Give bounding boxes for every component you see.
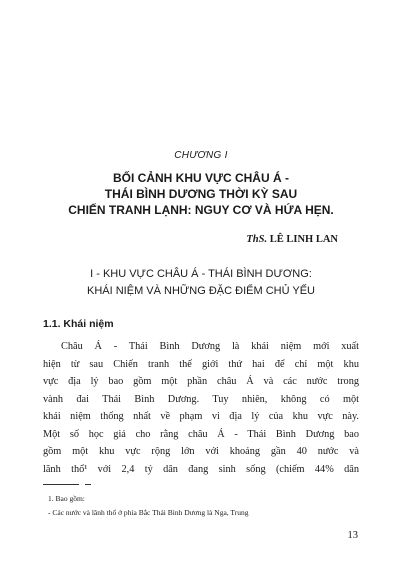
body-line-8: lãnh thổ¹ với 2,4 tỷ dân đang sinh sống (chiếm 44% dân [43,463,359,475]
author-line [246,234,338,245]
body-line-6: Một số học giả cho rằng châu Á - Thái Bình Dương bao [43,428,359,440]
body-line-3: vực địa lý bao gồm một phần châu Á và các nước trong [43,376,359,387]
title-line-3: CHIẾN TRANH LẠNH: NGUY CƠ VÀ HỨA HẸN. [68,203,334,217]
chapter-heading: CHƯƠNG I [174,150,228,161]
title-line-1: BỐI CẢNH KHU VỰC CHÂU Á - [113,171,289,185]
body-line-5: khái niệm thống nhất về phạm vi địa lý của khu vực này. [43,411,359,422]
footnotes [48,492,249,520]
body-paragraph [43,338,359,478]
subsection-heading: 1.1. Khái niệm [43,318,114,330]
body-line-1: Châu Á - Thái Bình Dương là khái niệm mới xuất [61,341,359,352]
page-number: 13 [347,530,358,541]
body-line-2: hiện từ sau Chiến tranh thế giới thứ hai để chỉ một khu [43,358,359,370]
section-line-2: KHÁI NIỆM VÀ NHỮNG ĐẶC ĐIỂM CHỦ YẾU [87,285,315,297]
body-line-7: gồm một khu vực rộng lớn với khoảng gần 40 nước và [43,446,359,457]
section-line-1: I - KHU VỰC CHÂU Á - THÁI BÌNH DƯƠNG: [90,268,312,280]
footnote-rule [43,484,79,485]
section-heading [0,266,402,300]
body-line-4: vành đai Thái Bình Dương. Tuy nhiên, không có một [43,393,359,405]
author-name: LÊ LINH LAN [269,234,338,245]
author-degree: ThS. [246,234,268,245]
title-line-2: THÁI BÌNH DƯƠNG THỜI KỲ SAU [104,187,298,201]
footnote-1: 1. Bao gồm: [48,494,85,503]
chapter-title [0,170,402,218]
footnote-2: - Các nước và lãnh thổ ở phía Bắc Thái Bình Dương là Nga, Trung [48,508,249,517]
footnote-rule-dash [85,484,91,485]
